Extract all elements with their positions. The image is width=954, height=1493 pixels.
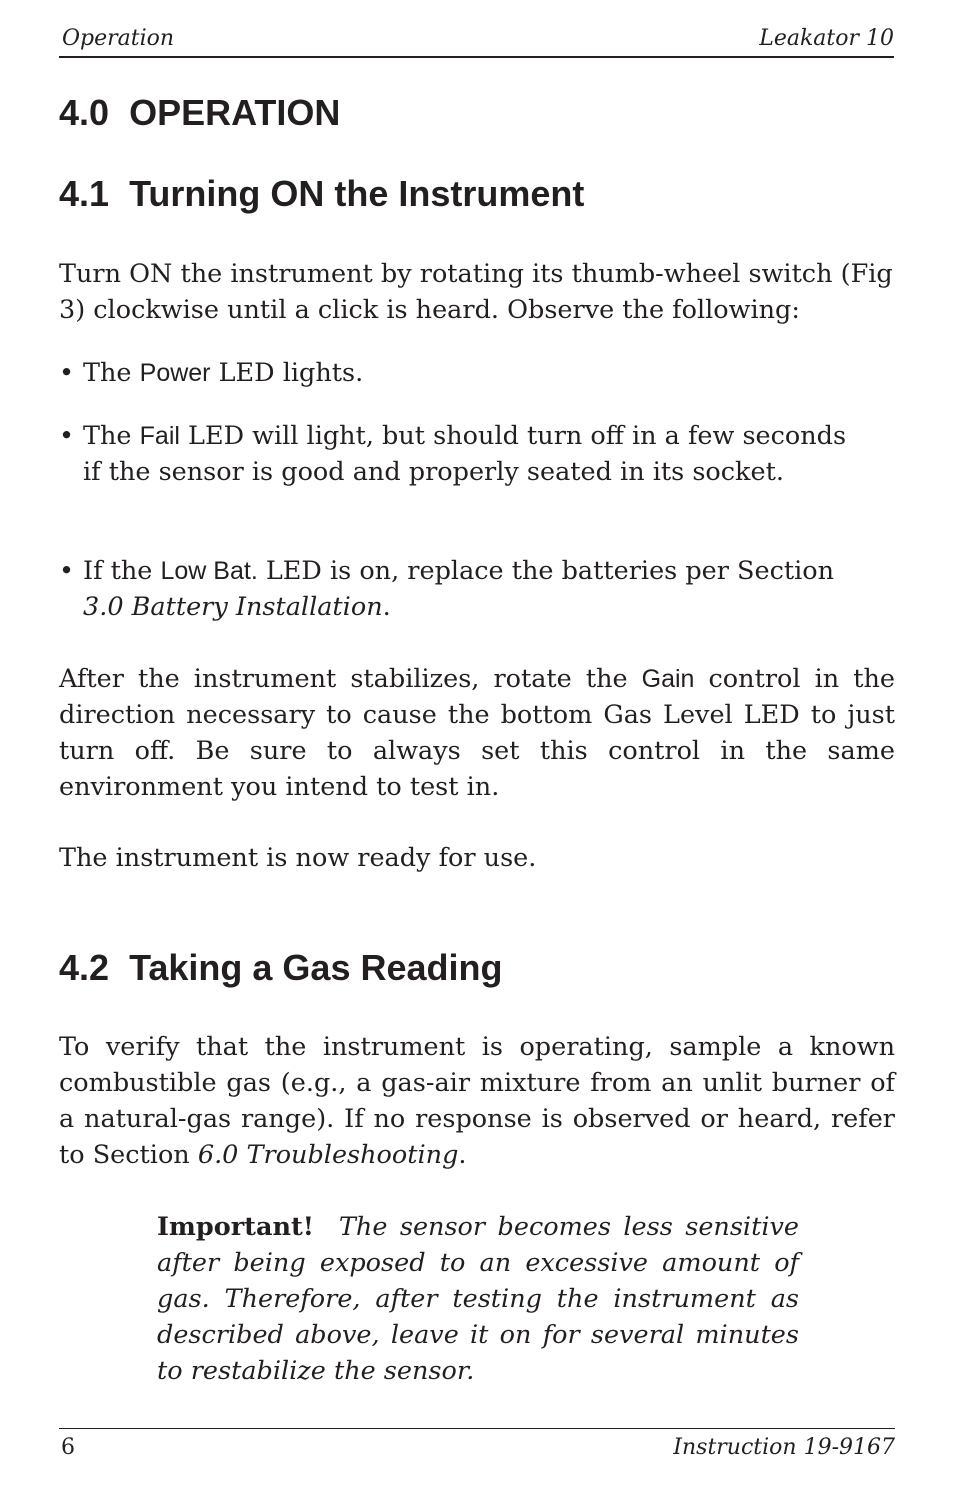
bullet-dot: • xyxy=(59,556,75,586)
bullet-text: The Fail LED will light, but should turn off in a few seconds if the sensor is good and properly seated in its socket. xyxy=(83,421,847,487)
keyword-low-bat: Low Bat. xyxy=(160,557,258,585)
heading-title: Taking a Gas Reading xyxy=(129,947,503,988)
document-id: Instruction 19-9167 xyxy=(673,1435,895,1460)
bullet-fail-led xyxy=(59,418,859,490)
ready-paragraph: The instrument is now ready for use. xyxy=(59,843,537,873)
bullet-text: If the Low Bat. LED is on, replace the batteries per Section 3.0 Battery Installation. xyxy=(83,556,835,622)
heading-title: OPERATION xyxy=(129,92,341,133)
header-product-name: Leakator 10 xyxy=(759,26,894,51)
section-reference: 3.0 Battery Installation xyxy=(83,592,383,622)
heading-turning-on xyxy=(59,173,584,215)
bullet-dot: • xyxy=(59,358,75,388)
bullet-text: The Power LED lights. xyxy=(83,358,364,388)
heading-gas-reading xyxy=(59,947,503,989)
heading-number: 4.0 xyxy=(59,92,110,133)
heading-title: Turning ON the Instrument xyxy=(129,173,585,214)
keyword-fail: Fail xyxy=(139,422,180,450)
page-number: 6 xyxy=(61,1435,75,1460)
gain-paragraph: After the instrument stabilizes, rotate the Gain control in the direction necessary to cause the bottom Gas Level LED to just turn off. Be sure to always set this control in the same environment you intend to test in. xyxy=(59,664,895,802)
page-header xyxy=(59,24,894,58)
heading-number: 4.2 xyxy=(59,947,110,988)
intro-paragraph: Turn ON the instrument by rotating its thumb-wheel switch (Fig 3) clockwise until a click is heard. Observe the following: xyxy=(59,259,893,325)
important-text: The sensor becomes less sensitive after being exposed to an excessive amount of gas. Therefore, after testing the instrument as described above, leave it on for several minutes to restabilize the sensor. xyxy=(157,1212,799,1386)
bullet-dot: • xyxy=(59,421,75,451)
page-footer xyxy=(59,1428,895,1460)
heading-operation xyxy=(59,92,340,134)
bullet-low-bat-led xyxy=(59,553,859,625)
bullet-power-led xyxy=(59,355,895,391)
heading-number: 4.1 xyxy=(59,173,110,214)
keyword-power: Power xyxy=(139,359,211,387)
section-reference: 6.0 Troubleshooting xyxy=(197,1140,459,1170)
gas-reading-paragraph: To verify that the instrument is operating, sample a known combustible gas (e.g., a gas-air mixture from an unlit burner of a natural-gas range). If no response is observed or heard, refer to Section 6.0 Troubleshooting. xyxy=(59,1032,895,1170)
header-section-name: Operation xyxy=(62,26,175,51)
keyword-gain: Gain xyxy=(641,665,695,693)
important-label: Important! xyxy=(157,1212,314,1242)
important-note xyxy=(157,1209,799,1389)
